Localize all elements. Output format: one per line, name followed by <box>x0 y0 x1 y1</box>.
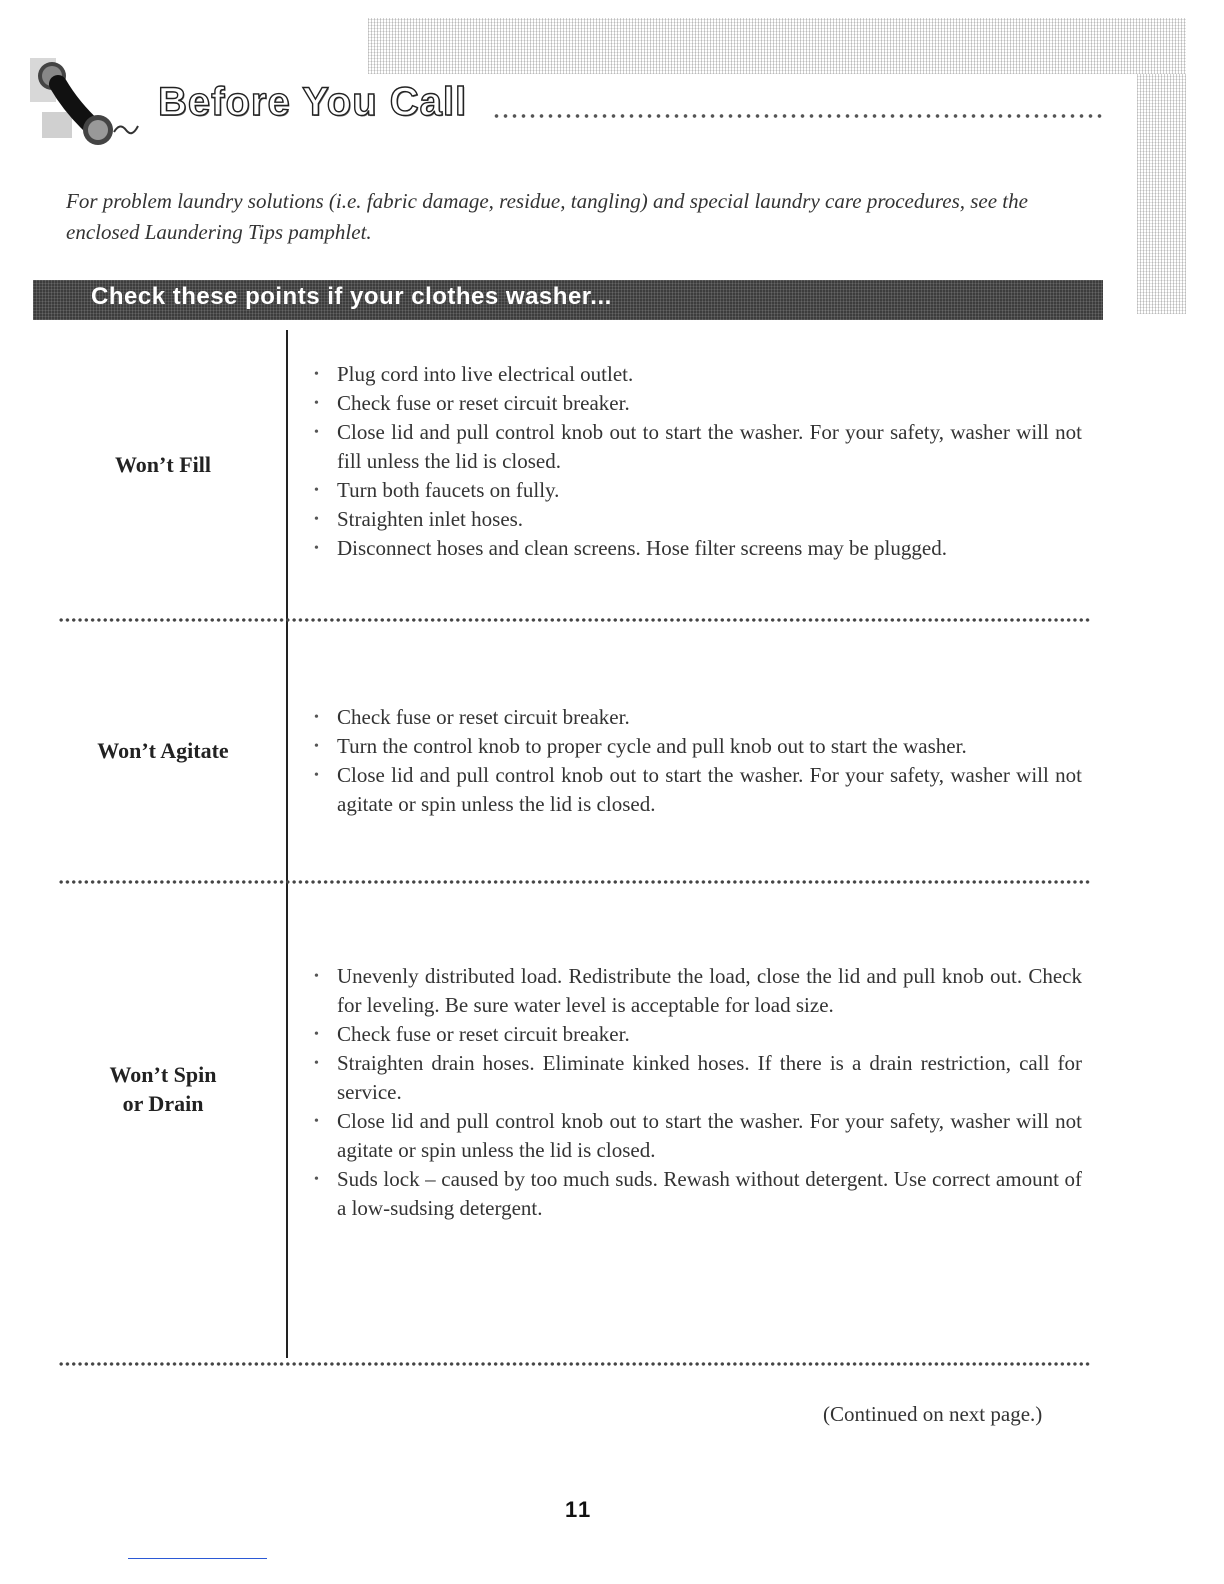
check-item: • Unevenly distributed load. Redistribute the load, close the lid and pull knob out. Check for leveling. Be sure water level is acceptable for load size. <box>314 964 1082 1017</box>
banner-text: Check these points if your clothes washer... <box>91 283 612 310</box>
bullet-icon: • <box>314 512 319 527</box>
bullet-icon: • <box>314 367 319 382</box>
bullet-icon: • <box>314 710 319 725</box>
check-item: • Check fuse or reset circuit breaker. <box>312 703 1082 732</box>
check-item: • Turn the control knob to proper cycle and pull knob out to start the washer. <box>312 732 1082 761</box>
bullet-icon: • <box>314 1027 319 1042</box>
section-separator <box>58 1361 1090 1367</box>
checklist-wont-fill <box>312 360 1082 563</box>
bullet-icon: • <box>314 425 319 440</box>
bullet-icon: • <box>314 396 319 411</box>
bullet-icon: • <box>314 1056 319 1071</box>
page-title: Before You Call <box>158 80 468 124</box>
problem-label-wont-agitate: Won’t Agitate <box>97 738 229 763</box>
page-number: 11 <box>565 1497 593 1522</box>
section-banner <box>33 280 1103 320</box>
check-item: • Disconnect hoses and clean screens. Hose filter screens may be plugged. <box>312 534 1082 563</box>
section-separator <box>58 879 1090 885</box>
check-item: • Plug cord into live electrical outlet. <box>312 360 1082 389</box>
bullet-icon: • <box>314 739 319 754</box>
check-item: • Straighten drain hoses. Eliminate kinked hoses. If there is a drain restriction, call for service. <box>314 1051 1082 1104</box>
check-item: • Close lid and pull control knob out to start the washer. For your safety, washer will not agitate or spin unless the lid is closed. <box>314 763 1082 816</box>
title-dot-leader <box>492 113 1104 119</box>
side-decoration-bar <box>1137 74 1186 314</box>
check-item: • Check fuse or reset circuit breaker. <box>312 389 1082 418</box>
continued-note: (Continued on next page.) <box>823 1402 1043 1426</box>
header-decoration-bar <box>368 18 1186 74</box>
checklist-wont-spin-or-drain <box>312 962 1082 1223</box>
check-item: • Close lid and pull control knob out to start the washer. For your safety, washer will not fill unless the lid is closed. <box>314 420 1082 473</box>
problem-label-wont-fill: Won’t Fill <box>115 452 211 477</box>
column-divider <box>286 330 288 1358</box>
bullet-icon: • <box>314 1114 319 1129</box>
telephone-icon <box>28 52 140 148</box>
bullet-icon: • <box>314 541 319 556</box>
checklist-wont-agitate <box>312 703 1082 819</box>
bullet-icon: • <box>314 1172 319 1187</box>
check-item: • Straighten inlet hoses. <box>312 505 1082 534</box>
bullet-icon: • <box>314 483 319 498</box>
check-item: • Check fuse or reset circuit breaker. <box>312 1020 1082 1049</box>
check-item: • Suds lock – caused by too much suds. Rewash without detergent. Use correct amount of a low-sudsing detergent. <box>314 1167 1082 1220</box>
bullet-icon: • <box>314 768 319 783</box>
check-item: • Close lid and pull control knob out to start the washer. For your safety, washer will not agitate or spin unless the lid is closed. <box>314 1109 1082 1162</box>
intro-note: For problem laundry solutions (i.e. fabric damage, residue, tangling) and special laundry care procedures, see the enclosed Laundering Tips pamphlet. <box>66 189 1028 244</box>
bullet-icon: • <box>314 969 319 984</box>
footer-link-line <box>128 1558 267 1559</box>
check-item: • Turn both faucets on fully. <box>312 476 1082 505</box>
problem-label-wont-spin-or-drain: Won’t Spin or Drain <box>109 1062 217 1116</box>
section-separator <box>58 617 1090 623</box>
